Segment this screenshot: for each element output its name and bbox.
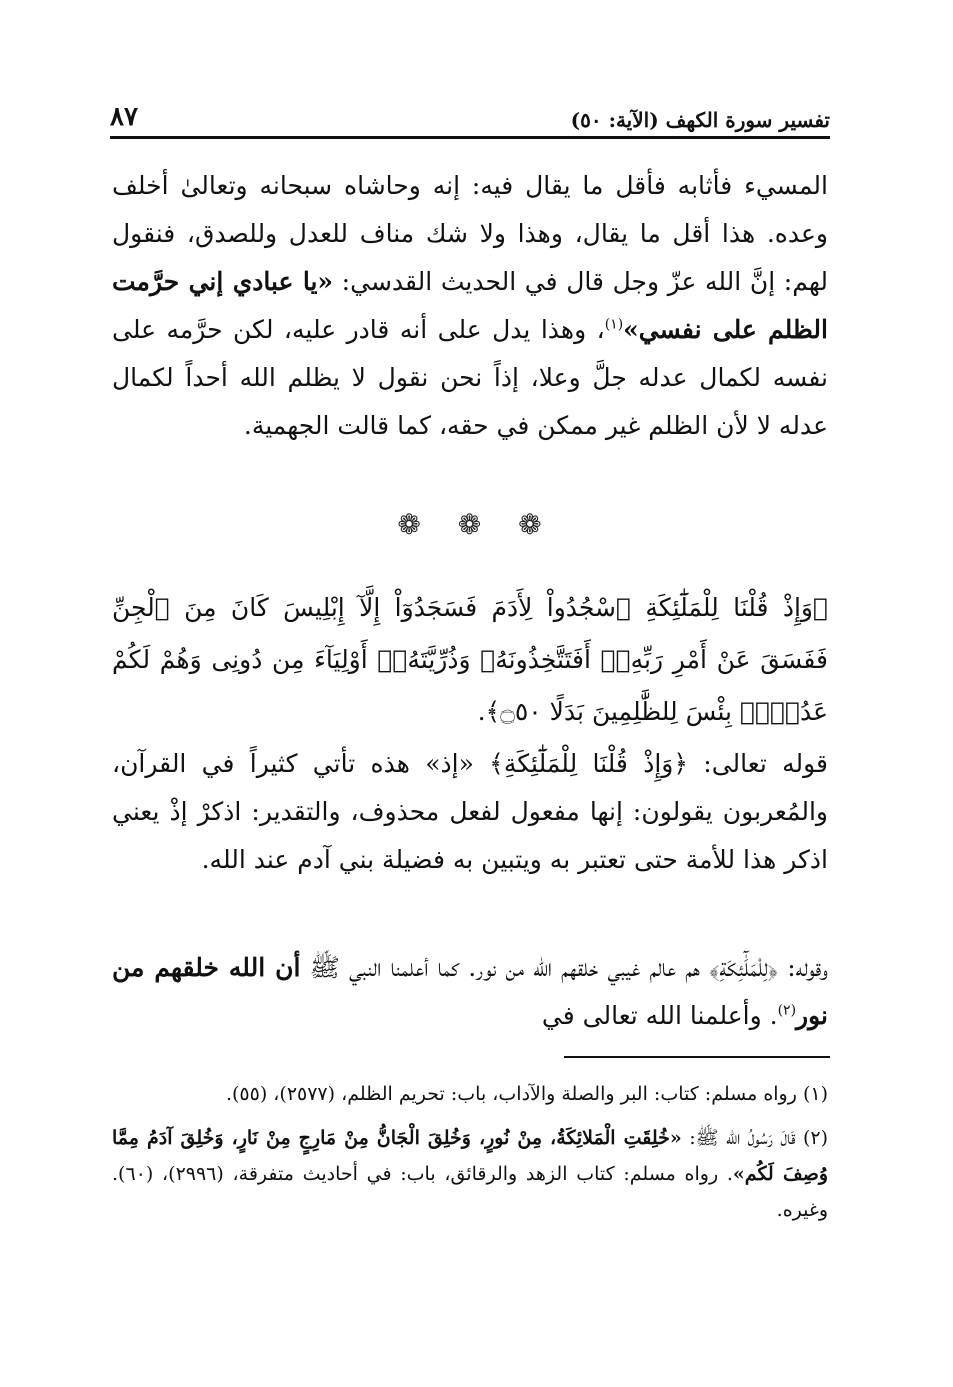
footnote-2-hadith: «خُلِقَتِ الْمَلائِكَةُ، مِنْ نُورٍ، وَخُلِقَ الْجَانُّ مِنْ مَارِجٍ مِنْ نَارٍ، وَخُلِقَ آدَمُ مِمَّا وُصِفَ لَكُم» (112, 1127, 828, 1185)
paragraph-1 (112, 162, 828, 450)
verse-text: ﴿وَإِذْ قُلْنَا لِلْمَلَٰٓئِكَةِ ٱسْجُدُواْ لِأَدَمَ فَسَجَدُوٓاْ إِلَّآ إِبْلِيسَ كَانَ مِنَ ٱلْجِنِّ فَفَسَقَ عَنْ أَمْرِ رَبِّهِۦٓ أَفَتَتَّخِذُونَهُۥ وَذُرِّيَّتَهُۥٓ أَوْلِيَآءَ مِن دُونِى وَهُمْ لَكُمْ عَدُوٌّۢ بِئْسَ لِلظَّٰلِمِينَ بَدَلًا ۝٥٠﴾. (112, 593, 828, 726)
footnote-divider (564, 1056, 830, 1058)
footnote-ref-2: (٢) (777, 1002, 797, 1019)
footnote-2-text-a: (٢) قَالَ رَسُولُ الله ﷺ: (681, 1127, 828, 1149)
footnote-2 (112, 1120, 828, 1228)
paragraph-2-text: قوله تعالى: ﴿وَإِذْ قُلْنَا لِلْمَلَٰٓئِكَةِ﴾ «إذ» هذه تأتي كثيراً في القرآن، والمُعربون يقولون: إنها مفعول لفعل محذوف، والتقدير: اذكرْ إذْ يعني اذكر هذا للأمة حتى تعتبر به ويتبين به فضيلة بني آدم عند الله. (112, 749, 828, 874)
paragraph-2 (112, 740, 828, 884)
paragraph-1-text-a: المسيء فأثابه فأقل ما يقال فيه: إنه وحاشاه سبحانه وتعالىٰ أخلف وعده. هذا أقل ما يقال، وهذا ولا شك مناف للعدل وللصدق، فنقول لهم: إنَّ الله عزّ وجل قال في الحديث القدسي: (112, 171, 828, 296)
footnote-ref-1: (١) (604, 316, 624, 333)
footnote-2-text-b: . رواه مسلم: كتاب الزهد والرقائق، باب: في أحاديث متفرقة، (٢٩٩٦)، (٦٠). وغيره. (112, 1163, 828, 1221)
running-title: تفسير سورة الكهف (الآية: ٥٠) (570, 108, 830, 132)
footnotes (112, 1076, 828, 1236)
quran-verse (112, 582, 828, 738)
hadith-quote-2: أن الله خلقهم من نور (112, 953, 828, 1030)
paragraph-1-text-b: ، وهذا يدل على أنه قادر عليه، لكن حرَّمه على نفسه لكمال عدله جلَّ وعلا، إذاً نحن نقول لا يظلم الله أحداً لكمال عدله لا لأن الظلم غير ممكن في حقه، كما قالت الجهمية. (112, 315, 828, 440)
header-divider (110, 136, 830, 139)
paragraph-3-text-b: . وأعلمنا الله تعالى في (541, 1001, 778, 1030)
footnote-1: (١) رواه مسلم: كتاب: البر والصلة والآداب، باب: تحريم الظلم، (٢٥٧٧)، (٥٥). (225, 1083, 828, 1105)
page-header (110, 90, 830, 132)
paragraph-3 (112, 944, 828, 1040)
paragraph-3-text-a: وقوله: ﴿لِلْمَلَٰٓئِكَةِ﴾ هم عالم غيبي خلقهم الله من نور. كما أعلمنا النبي ﷺ (300, 953, 828, 982)
page-number: ٨٧ (110, 102, 138, 132)
hadith-quote: «يا عبادي إني حرَّمت الظلم على نفسي» (112, 267, 828, 344)
section-separator: ❁ ❁ ❁ (397, 508, 556, 541)
